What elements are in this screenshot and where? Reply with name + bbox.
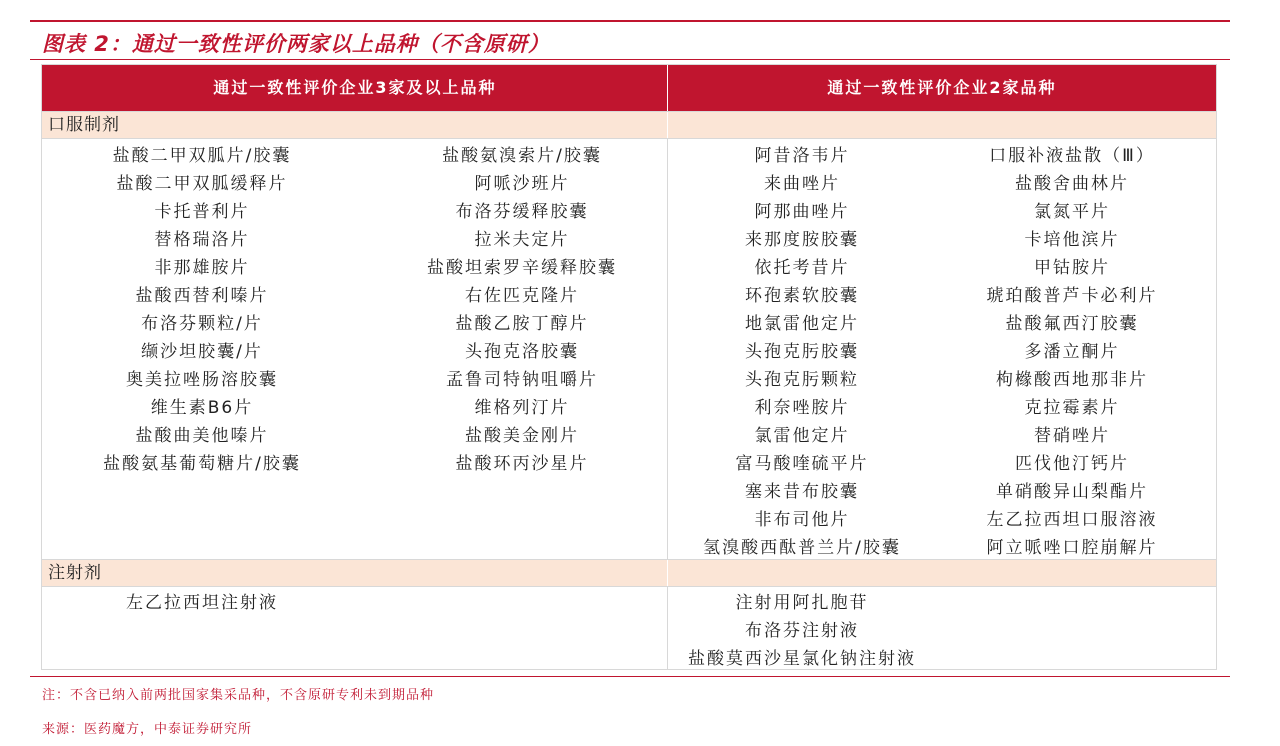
list-item: 布洛芬缓释胶囊 — [455, 202, 589, 222]
figure-title: 图表 2：通过一致性评价两家以上品种（不含原研） — [42, 32, 550, 56]
list-item: 头孢克肟颗粒 — [745, 370, 859, 390]
note-rule — [30, 676, 1230, 677]
list-item: 阿那曲唑片 — [754, 202, 850, 222]
list-item: 盐酸氨基葡萄糖片/胶囊 — [103, 454, 301, 474]
section-label-oral: 口服制剂 — [48, 115, 120, 135]
list-item: 盐酸曲美他嗪片 — [135, 426, 269, 446]
list-item: 口服补液盐散（Ⅲ） — [989, 146, 1155, 166]
list-item: 多潘立酮片 — [1024, 342, 1120, 362]
table-header — [42, 65, 1216, 111]
list-item: 阿立哌唑口腔崩解片 — [986, 538, 1158, 558]
list-item: 拉米夫定片 — [474, 230, 570, 250]
footnote: 注：不含已纳入前两批国家集采品种，不含原研专利未到期品种 — [42, 688, 435, 703]
list-item: 盐酸二甲双胍片/胶囊 — [112, 146, 292, 166]
list-item: 维格列汀片 — [474, 398, 570, 418]
source-note: 来源：医药魔方，中泰证券研究所 — [42, 722, 253, 737]
column-divider-injection — [667, 587, 668, 669]
list-item: 来曲唑片 — [764, 174, 840, 194]
list-item: 盐酸二甲双胍缓释片 — [116, 174, 288, 194]
list-item: 布洛芬颗粒/片 — [141, 314, 263, 334]
drug-table — [41, 64, 1217, 670]
title-top-rule — [30, 20, 1230, 22]
injection-col-1 — [82, 589, 322, 617]
list-item: 盐酸莫西沙星氯化钠注射液 — [688, 649, 916, 669]
list-item: 非那雄胺片 — [154, 258, 250, 278]
list-item: 头孢克洛胶囊 — [465, 342, 579, 362]
list-item: 阿哌沙班片 — [474, 174, 570, 194]
list-item: 地氯雷他定片 — [745, 314, 859, 334]
list-item: 注射用阿扎胞苷 — [735, 593, 869, 613]
section-row-oral — [42, 111, 1216, 139]
list-item: 环孢素软胶囊 — [745, 286, 859, 306]
list-item: 利奈唑胺片 — [754, 398, 850, 418]
list-item: 盐酸舍曲林片 — [1015, 174, 1129, 194]
list-item: 盐酸乙胺丁醇片 — [455, 314, 589, 334]
oral-col-3 — [672, 142, 932, 562]
list-item: 盐酸环丙沙星片 — [455, 454, 589, 474]
list-item: 盐酸氨溴索片/胶囊 — [442, 146, 602, 166]
section-divider — [667, 112, 668, 138]
section-label-injection: 注射剂 — [48, 563, 102, 583]
list-item: 来那度胺胶囊 — [745, 230, 859, 250]
list-item: 卡托普利片 — [154, 202, 250, 222]
section-row-injection — [42, 559, 1216, 587]
list-item: 氯氮平片 — [1034, 202, 1110, 222]
list-item: 依托考昔片 — [754, 258, 850, 278]
list-item: 头孢克肟胶囊 — [745, 342, 859, 362]
oral-col-4 — [937, 142, 1207, 562]
list-item: 维生素B6片 — [150, 398, 254, 418]
list-item: 布洛芬注射液 — [745, 621, 859, 641]
list-item: 盐酸氟西汀胶囊 — [1005, 314, 1139, 334]
oral-col-1 — [82, 142, 322, 478]
list-item: 盐酸西替利嗪片 — [135, 286, 269, 306]
list-item: 克拉霉素片 — [1024, 398, 1120, 418]
oral-col-2 — [392, 142, 652, 478]
section-divider — [667, 560, 668, 586]
injection-col-3 — [672, 589, 932, 673]
list-item: 阿昔洛韦片 — [754, 146, 850, 166]
list-item: 枸橼酸西地那非片 — [996, 370, 1148, 390]
list-item: 左乙拉西坦口服溶液 — [986, 510, 1158, 530]
list-item: 右佐匹克隆片 — [465, 286, 579, 306]
list-item: 甲钴胺片 — [1034, 258, 1110, 278]
list-item: 非布司他片 — [754, 510, 850, 530]
list-item: 卡培他滨片 — [1024, 230, 1120, 250]
header-two-companies: 通过一致性评价企业2家品种 — [827, 78, 1057, 97]
list-item: 左乙拉西坦注射液 — [126, 593, 278, 613]
list-item: 富马酸喹硫平片 — [735, 454, 869, 474]
list-item: 盐酸坦索罗辛缓释胶囊 — [427, 258, 617, 278]
list-item: 缬沙坦胶囊/片 — [141, 342, 263, 362]
title-underline — [30, 59, 1230, 60]
list-item: 替硝唑片 — [1034, 426, 1110, 446]
list-item: 奥美拉唑肠溶胶囊 — [126, 370, 278, 390]
list-item: 氯雷他定片 — [754, 426, 850, 446]
list-item: 盐酸美金刚片 — [465, 426, 579, 446]
list-item: 孟鲁司特钠咀嚼片 — [446, 370, 598, 390]
list-item: 单硝酸异山梨酯片 — [996, 482, 1148, 502]
list-item: 塞来昔布胶囊 — [745, 482, 859, 502]
list-item: 琥珀酸普芦卡必利片 — [986, 286, 1158, 306]
list-item: 替格瑞洛片 — [154, 230, 250, 250]
column-divider-oral — [667, 139, 668, 559]
list-item: 氢溴酸西酞普兰片/胶囊 — [703, 538, 901, 558]
list-item: 匹伐他汀钙片 — [1015, 454, 1129, 474]
header-three-plus-companies: 通过一致性评价企业3家及以上品种 — [213, 78, 497, 97]
